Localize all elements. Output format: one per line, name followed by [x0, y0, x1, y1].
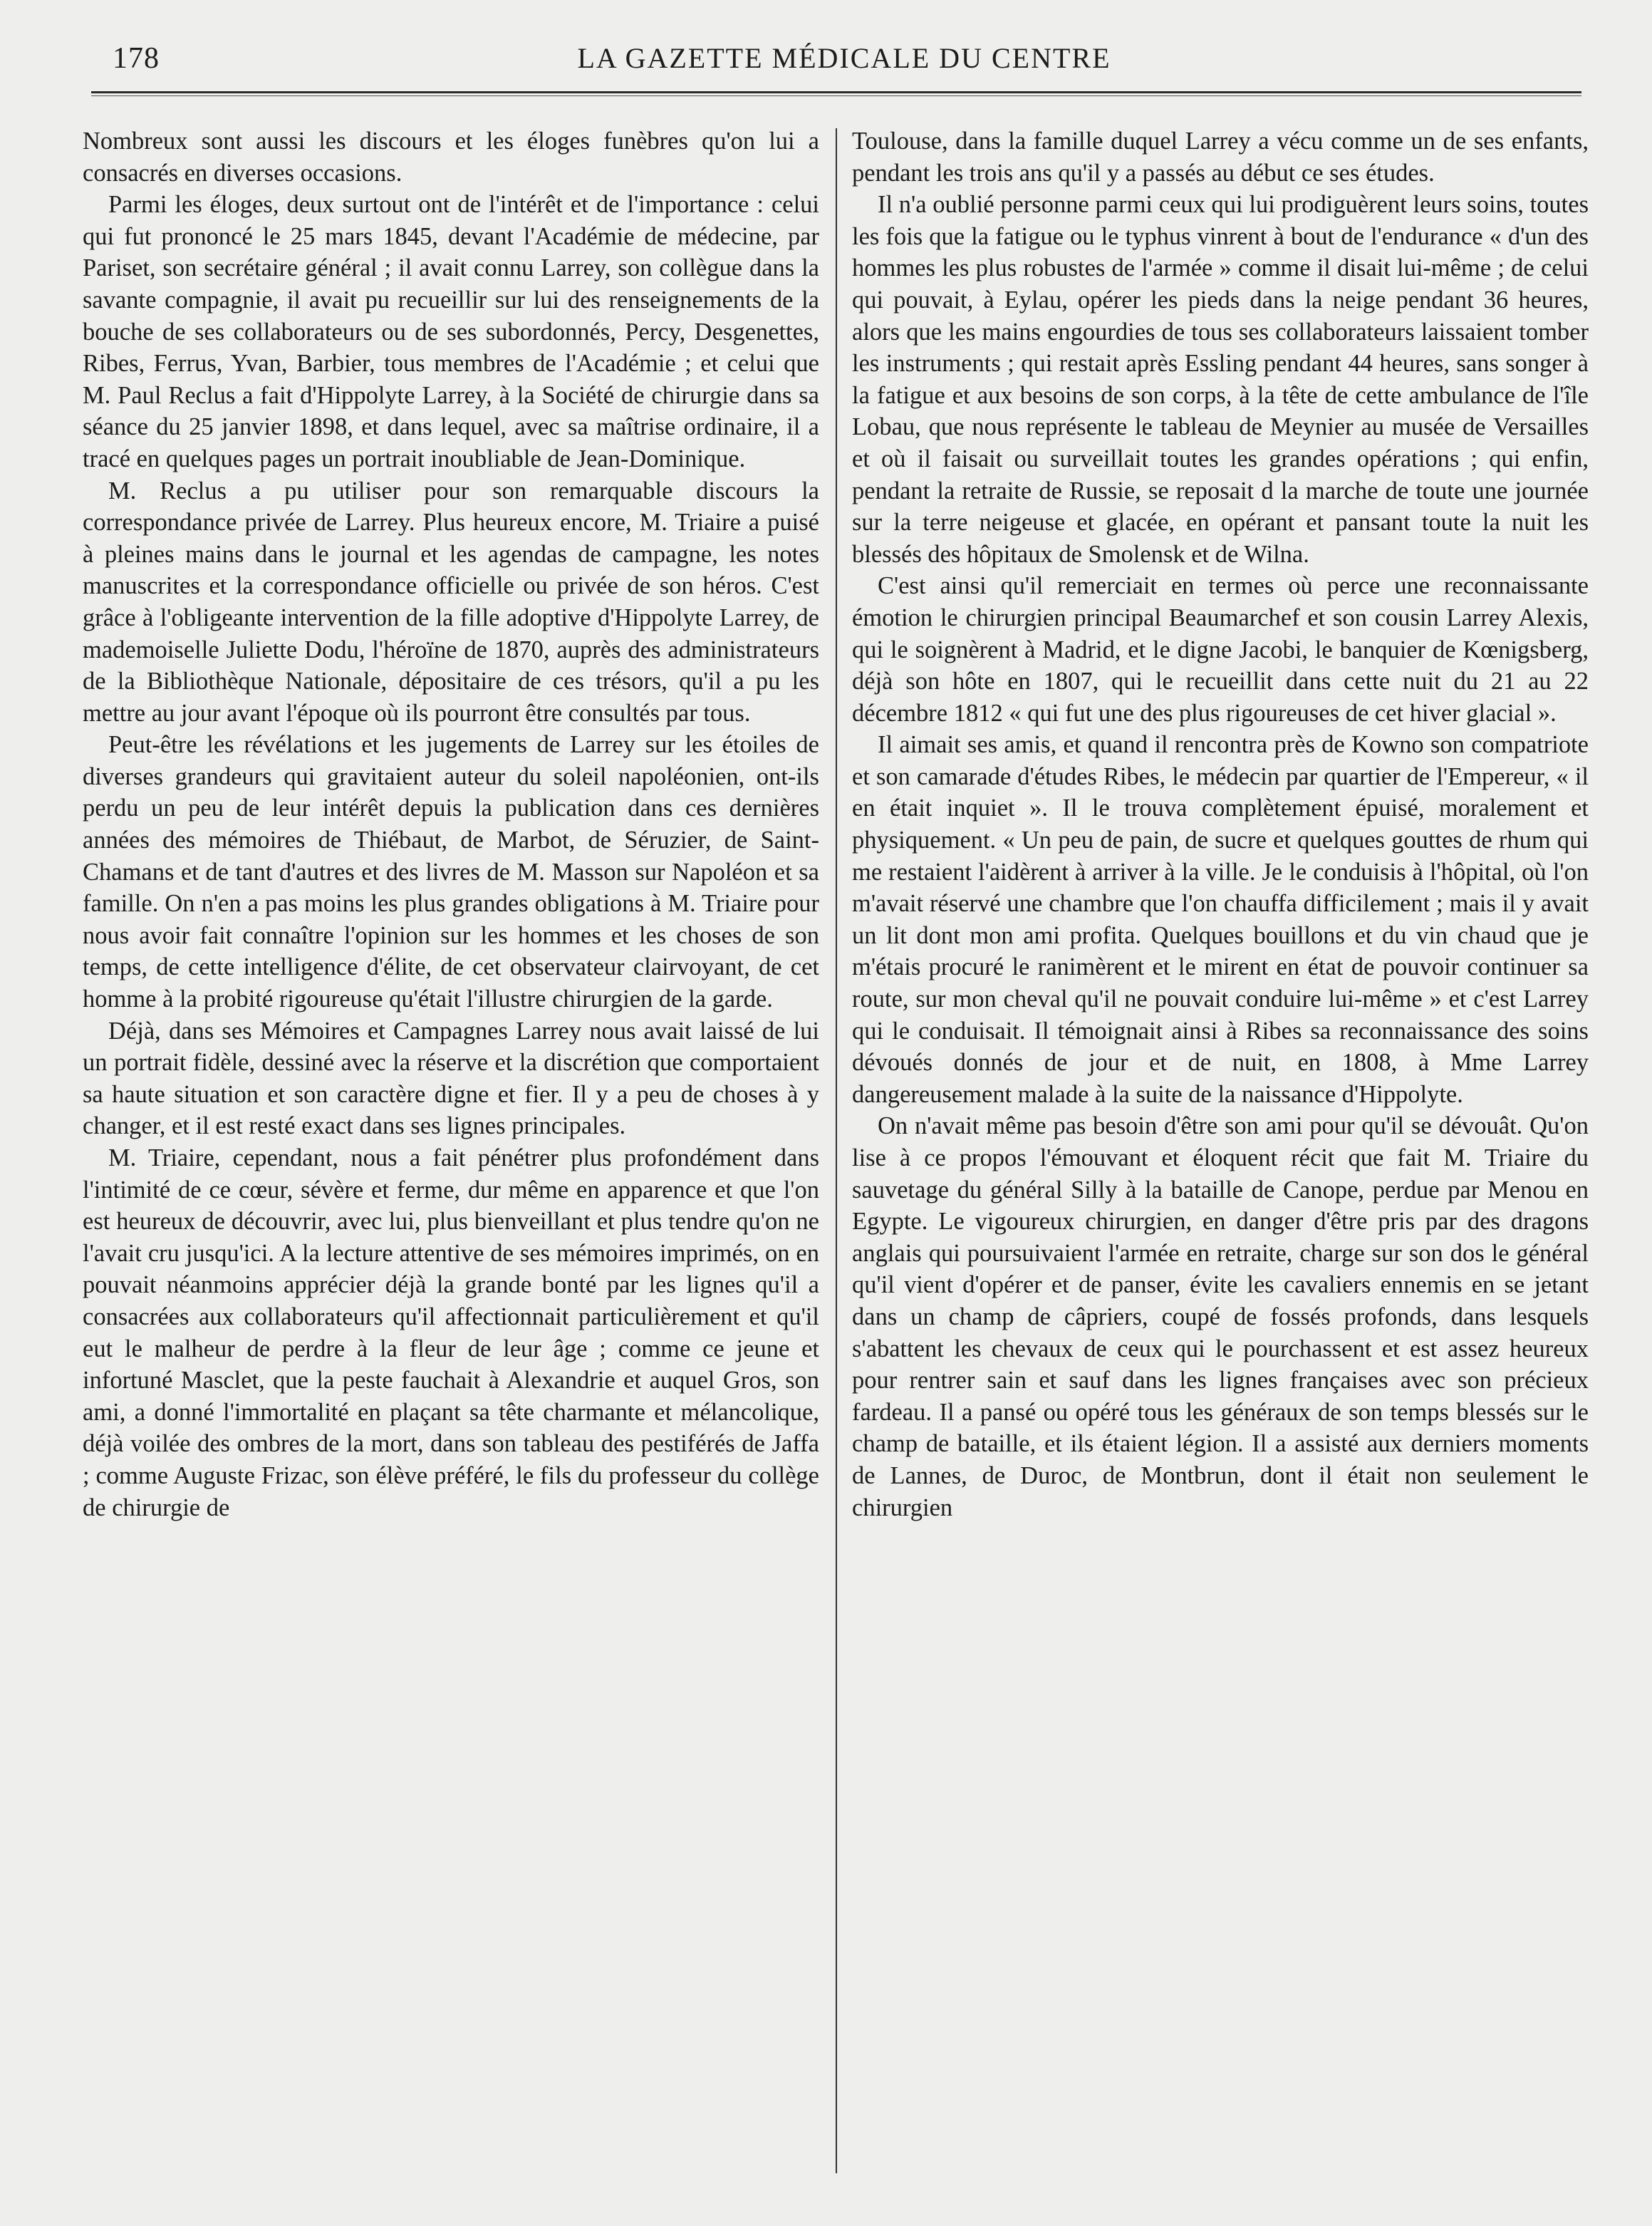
paragraph: Toulouse, dans la famille duquel Larrey a vécu comme un de ses enfants, pendant les trois ans qu'il y a passés au début ce ses études. [852, 128, 1589, 187]
paragraph: M. Triaire, cependant, nous a fait pénétrer plus profondément dans l'intimité de ce cœur, sévère et ferme, dur même en apparence et que l'on est heureux de découvrir, avec lui, plus bienveillant et plus tendre qu'on ne l'avait cru jusqu'ici. A la lecture attentive de ses mémoires imprimés, on en pouvait néanmoins apprécier déjà la grande bonté par les lignes qu'il a consacrées aux collaborateurs qu'il affectionnait particulièrement et qu'il eut le malheur de perdre à la fleur de leur âge ; comme ce jeune et infortuné Masclet, que la peste fauchait à Alexandrie et auquel Gros, son ami, a donné l'immortalité en plaçant sa tête charmante et mélancolique, déjà voilée des ombres de la mort, dans son tableau des pestiférés de Jaffa ; comme Auguste Frizac, son élève préféré, le fils du professeur du collège de chirurgie de [83, 1144, 819, 1521]
paragraph: Il n'a oublié personne parmi ceux qui lui prodiguèrent leurs soins, toutes les fois que la fatigue ou le typhus vinrent à bout de l'endurance « d'un des hommes les plus robustes de l'armée » comme il disait lui-même ; de celui qui pouvait, à Eylau, opérer les pieds dans la neige pendant 36 heures, alors que les mains engourdies de tous ses collaborateurs laissaient tomber les instruments ; qui restait après Essling pendant 44 heures, sans songer à la fatigue et aux besoins de son corps, à la tête de cette ambulance de l'île Lobau, que nous représente le tableau de Meynier au musée de Versailles et où il faisait ou surveillait toutes les grandes opérations ; qui enfin, pendant la retraite de Russie, se reposait d la marche de toute une journée sur la terre neigeuse et glacée, en opérant et pansant toute la nuit les blessés des hôpitaux de Smolensk et de Wilna. [852, 191, 1589, 568]
left-column [83, 125, 819, 2178]
running-title: LA GAZETTE MÉDICALE DU CENTRE [577, 42, 1111, 74]
right-column [852, 125, 1589, 2178]
paragraph: Il aimait ses amis, et quand il rencontra près de Kowno son compatriote et son camarade d'études Ribes, le médecin par quartier de l'Empereur, « il en était inquiet ». Il le trouva complètement épuisé, moralement et physiquement. « Un peu de pain, de sucre et quelques gouttes de rhum qui me restaient l'aidèrent à arriver à la ville. Je le conduisis à l'hôpital, où l'on m'avait réservé une chambre que l'on chauffa difficilement ; mais il y avait un lit dont mon ami profita. Quelques bouillons et du vin chaud que je m'étais procuré le ranimèrent et le mirent en état de pouvoir continuer sa route, sur mon cheval qu'il ne pouvait conduire lui-même » et c'est Larrey qui le conduisait. Il témoignait ainsi à Ribes sa reconnaissance des soins dévoués donnés de jour et de nuit, en 1808, à Mme Larrey dangereusement malade à la suite de la naissance d'Hippolyte. [852, 731, 1589, 1108]
paragraph: C'est ainsi qu'il remerciait en termes où perce une reconnaissante émotion le chirurgien principal Beaumarchef et son cousin Larrey Alexis, qui le soignèrent à Madrid, et le digne Jacobi, le banquier de Kœnigsberg, déjà son hôte en 1807, qui le recueillit dans cette nuit du 21 au 22 décembre 1812 « qui fut une des plus rigoureuses de cet hiver glacial ». [852, 572, 1589, 727]
paragraph: Peut-être les révélations et les jugements de Larrey sur les étoiles de diverses grandeurs qui gravitaient auteur du soleil napoléonien, ont-ils perdu un peu de leur intérêt depuis la publication dans ces dernières années des mémoires de Thiébaut, de Marbot, de Séruzier, de Saint-Chamans et de tant d'autres et des livres de M. Masson sur Napoléon et sa famille. On n'en a pas moins les plus grandes obligations à M. Triaire pour nous avoir fait connaître l'opinion sur les hommes et les choses de son temps, de cette intelligence d'élite, de cet observateur clairvoyant, de cet homme à la probité rigoureuse qu'était l'illustre chirurgien de la garde. [83, 731, 819, 1013]
header-rule [91, 91, 1581, 93]
column-divider [836, 128, 837, 2173]
paragraph: Parmi les éloges, deux surtout ont de l'intérêt et de l'importance : celui qui fut prononcé le 25 mars 1845, devant l'Académie de médecine, par Pariset, son secrétaire général ; il avait connu Larrey, son collègue dans la savante compagnie, il avait pu recueillir sur lui des renseignements de la bouche de ses collaborateurs ou de ses subordonnés, Percy, Desgenettes, Ribes, Ferrus, Yvan, Barbier, tous membres de l'Académie ; et celui que M. Paul Reclus a fait d'Hippolyte Larrey, à la Société de chirurgie dans sa séance du 25 janvier 1898, et dans lequel, avec sa maîtrise ordinaire, il a tracé en quelques pages un portrait inoubliable de Jean-Dominique. [83, 191, 819, 472]
paragraph: On n'avait même pas besoin d'être son ami pour qu'il se dévouât. Qu'on lise à ce propos l'émouvant et éloquent récit que fait M. Triaire du sauvetage du général Silly à la bataille de Canope, perdue par Menou en Egypte. Le vigoureux chirurgien, en danger d'être pris par des dragons anglais qui poursuivaient l'armée en retraite, charge sur son dos le général qu'il vient d'opérer et de panser, évite les cavaliers ennemis en se jetant dans un champ de câpriers, coupé de fossés profonds, dans lesquels s'abattent les chevaux de ceux qui le pourchassent et est assez heureux pour rentrer sain et sauf dans les lignes françaises avec son précieux fardeau. Il a pansé ou opéré tous les généraux de son temps blessés sur le champ de bataille, et ils étaient légion. Il a assisté aux derniers moments de Lannes, de Duroc, de Montbrun, dont il était non seulement le chirurgien [852, 1112, 1589, 1521]
header-rule-thin [91, 95, 1581, 96]
page-header [107, 37, 1581, 80]
paragraph: M. Reclus a pu utiliser pour son remarquable discours la correspondance privée de Larrey. Plus heureux encore, M. Triaire a puisé à pleines mains dans le journal et les agendas de campagne, les notes manuscrites et la correspondance officielle ou privée de son héros. C'est grâce à l'obligeante intervention de la fille adoptive d'Hippolyte Larrey, de mademoiselle Juliette Dodu, l'héroïne de 1870, auprès des administrateurs de la Bibliothèque Nationale, dépositaire de ces trésors, qu'il a pu les mettre au jour avant l'époque où ils pourront être consultés par tous. [83, 477, 819, 727]
paragraph: Nombreux sont aussi les discours et les éloges funèbres qu'on lui a consacrés en diverses occasions. [83, 128, 819, 187]
paragraph: Déjà, dans ses Mémoires et Campagnes Larrey nous avait laissé de lui un portrait fidèle, dessiné avec la réserve et la discrétion que comportaient sa haute situation et son caractère digne et fier. Il y a peu de choses à y changer, et il est resté exact dans ses lignes principales. [83, 1017, 819, 1140]
page-number: 178 [113, 42, 160, 75]
